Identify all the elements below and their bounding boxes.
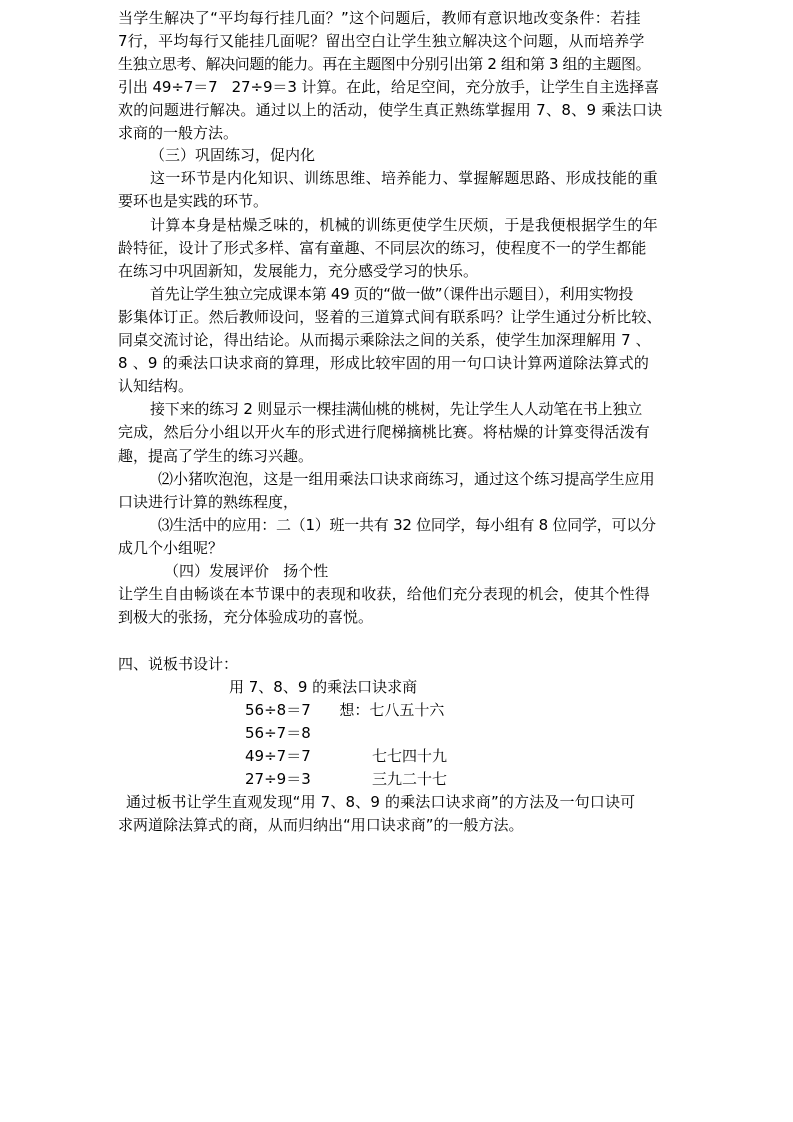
text-line: 完成，然后分小组以开火车的形式进行爬梯摘桃比赛。将枯燥的计算变得活泼有 xyxy=(118,423,651,441)
text-line: 首先让学生独立完成课本第 49 页的“做一做”（课件出示题目），利用实物投 xyxy=(150,285,634,303)
text-line: 在练习中巩固新知，发展能力，充分感受学习的快乐。 xyxy=(118,262,479,280)
text-line: 当学生解决了“平均每行挂几面？”这个问题后，教师有意识地改变条件：若挂 xyxy=(118,9,641,27)
text-line: 影集体订正。然后教师设问，竖着的三道算式间有联系吗？让学生通过分析比较、 xyxy=(118,308,662,326)
text-line: 求两道除法算式的商，从而归纳出“用口诀求商”的一般方法。 xyxy=(118,816,524,834)
text-line: ⑵小猪吹泡泡，这是一组用乘法口诀求商练习，通过这个练习提高学生应用 xyxy=(158,470,655,488)
text-line: 龄特征，设计了形式多样、富有童趣、不同层次的练习，使程度不一的学生都能 xyxy=(118,239,647,257)
text-line: 欢的问题进行解决。通过以上的活动，使学生真正熟练掌握用 7、8、9 乘法口诀 xyxy=(118,101,663,119)
text-line: 引出 49÷7＝7 27÷9＝3 计算。在此，给足空间，充分放手，让学生自主选择喜 xyxy=(118,78,660,96)
text-line: 求商的一般方法。 xyxy=(118,124,239,142)
text-line: 趣，提高了学生的练习兴趣。 xyxy=(118,447,314,465)
text-line: 计算本身是枯燥乏味的，机械的训练更使学生厌烦，于是我便根据学生的年 xyxy=(150,216,659,234)
text-line: 同桌交流讨论，得出结论。从而揭示乘除法之间的关系，使学生加深理解用 7 、 xyxy=(118,331,651,349)
text-line: 8 、9 的乘法口诀求商的算理，形成比较牢固的用一句口诀计算两道除法算式的 xyxy=(118,354,650,372)
board-title: 用 7、8、9 的乘法口诀求商 xyxy=(229,678,418,696)
board-equation: 56÷8＝7 想：七八五十六 xyxy=(245,701,445,719)
text-line: 通过板书让学生直观发现“用 7、8、9 的乘法口诀求商”的方法及一句口诀可 xyxy=(126,793,636,811)
text-line: ⑶生活中的应用：二（1）班一共有 32 位同学，每小组有 8 位同学，可以分 xyxy=(158,516,656,534)
text-line: 成几个小组呢？ xyxy=(118,539,224,557)
text-line: 口诀进行计算的熟练程度， xyxy=(118,493,299,511)
board-formula: 三九二十七 xyxy=(372,770,448,788)
text-line: 7行，平均每行又能挂几面呢？留出空白让学生独立解决这个问题，从而培养学 xyxy=(118,32,645,50)
board-equation: 49÷7＝7 xyxy=(245,747,311,765)
board-formula: 七七四十九 xyxy=(372,747,448,765)
text-line: 这一环节是内化知识、训练思维、培养能力、掌握解题思路、形成技能的重 xyxy=(150,169,659,187)
text-line: 认知结构。 xyxy=(118,377,194,395)
text-line: 到极大的张扬，充分体验成功的喜悦。 xyxy=(118,608,374,626)
board-equation: 56÷7＝8 xyxy=(245,724,311,742)
text-line: 要环也是实践的环节。 xyxy=(118,192,269,210)
text-line: 接下来的练习 2 则显示一棵挂满仙桃的桃树，先让学生人人动笔在书上独立 xyxy=(150,400,643,418)
section-heading: （四）发展评价 扬个性 xyxy=(164,562,329,580)
board-equation: 27÷9＝3 xyxy=(245,770,311,788)
text-line: 生独立思考、解决问题的能力。再在主题图中分别引出第 2 组和第 3 组的主题图。 xyxy=(118,55,651,73)
text-line: 让学生自由畅谈在本节课中的表现和收获，给他们充分表现的机会，使其个性得 xyxy=(118,585,651,603)
section-heading: 四、说板书设计： xyxy=(118,655,239,673)
section-heading: （三）巩固练习，促内化 xyxy=(150,146,316,164)
